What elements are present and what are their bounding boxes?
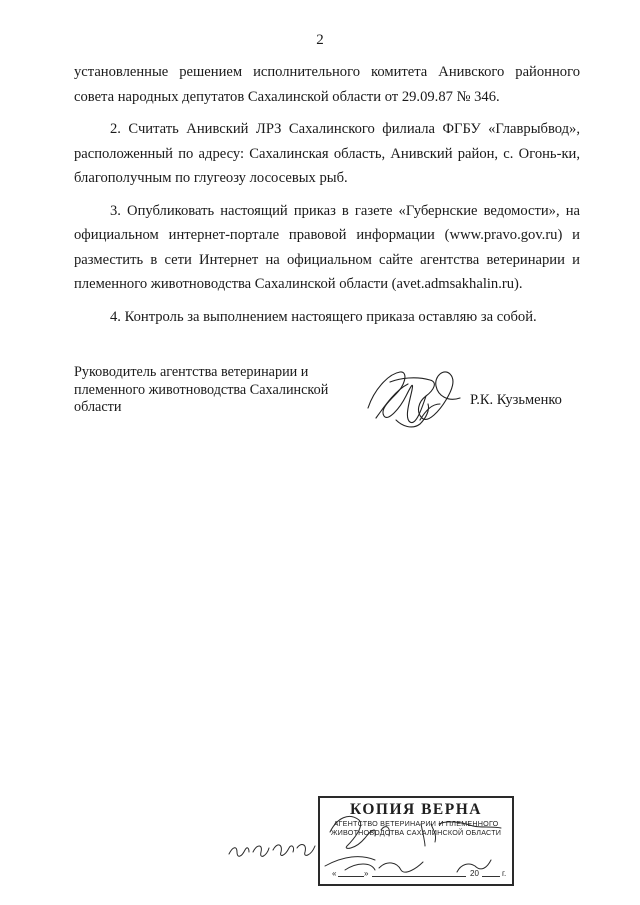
handwritten-signature bbox=[360, 360, 470, 435]
stamp-year-prefix: 20 bbox=[470, 869, 479, 878]
signatory-position-line-2: племенного животноводства Сахалинской bbox=[74, 381, 329, 398]
stamp-year-suffix: г. bbox=[502, 869, 507, 878]
paragraph-1-line-2: совета народных депутатов Сахалинской области от 29.09.87 № 346. bbox=[74, 88, 500, 105]
stamp-agency-line-1: АГЕНТСТВО ВЕТЕРИНАРИИ И ПЛЕМЕННОГО bbox=[333, 819, 499, 828]
signatory-position-line-1: Руководитель агентства ветеринарии и bbox=[74, 364, 309, 380]
signatory-position-line-3: области bbox=[74, 399, 122, 415]
paragraph-3: 3. Опубликовать настоящий приказ в газете «Губернские ведомости», на официальном интернет-портале правовой информации (www.pravo.gov.ru) и разместить в сети Интернет на официальном сайте агентства ветеринарии и племенного животноводства Сахалинской области (avet.admsakhalin.ru). bbox=[74, 202, 580, 292]
page-number: 2 bbox=[316, 32, 324, 48]
signatory-position bbox=[74, 364, 374, 417]
stamp-day-underline bbox=[338, 876, 364, 877]
document-body bbox=[74, 60, 580, 329]
paragraph-4: 4. Контроль за выполнением настоящего приказа оставляю за собой. bbox=[110, 308, 537, 325]
paragraph-1-line-1: установленные решением исполнительного комитета Анивского районного bbox=[74, 64, 580, 80]
stamp-quote-close: » bbox=[364, 869, 369, 878]
signatory-name: Р.К. Кузьменко bbox=[470, 392, 562, 408]
stamp-month-underline bbox=[372, 876, 466, 877]
stamp-title: КОПИЯ ВЕРНА bbox=[350, 801, 482, 818]
stamp-quote-open: « bbox=[332, 869, 337, 878]
stamp-year-underline bbox=[482, 876, 500, 877]
stamp-agency-line-2: ЖИВОТНОВОДСТВА САХАЛИНСКОЙ ОБЛАСТИ bbox=[330, 828, 502, 837]
certified-copy-stamp bbox=[318, 796, 514, 886]
paragraph-2: 2. Считать Анивский ЛРЗ Сахалинского филиала ФГБУ «Главрыбвод», расположенный по адресу: Сахалинская область, Анивский район, с. Огонь-ки, благополучным по глугеозу лососевых рыб. bbox=[74, 121, 580, 186]
